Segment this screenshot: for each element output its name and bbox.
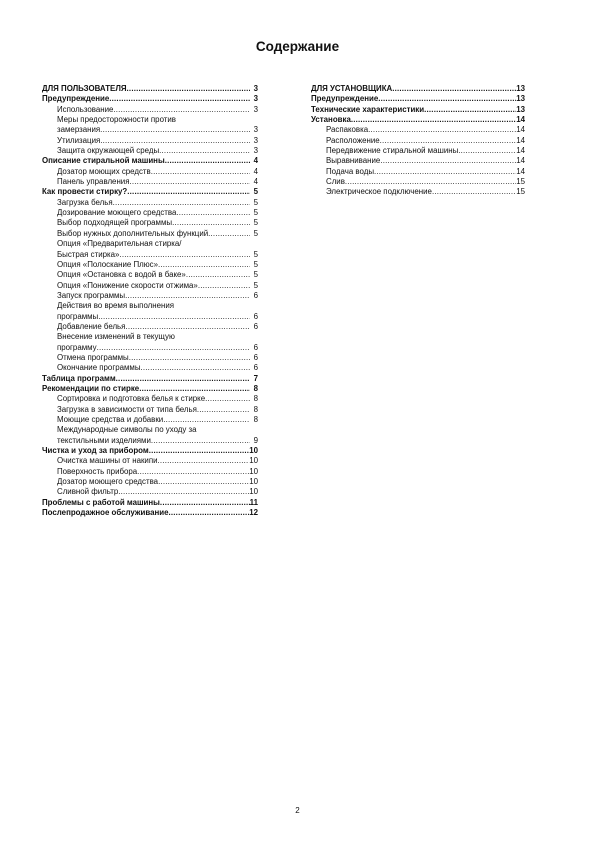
toc-entry-label: Моющие средства и добавки [57, 415, 164, 424]
toc-subsection-entry [42, 125, 258, 135]
toc-leader-dots [125, 291, 250, 301]
toc-leader-dots [351, 115, 516, 125]
toc-leader-dots [176, 208, 250, 218]
toc-section-entry [311, 84, 525, 94]
toc-section-entry [42, 84, 258, 94]
toc-subsection-entry [42, 394, 258, 404]
toc-subsection-entry [42, 436, 258, 446]
toc-entry-page: 5 [253, 228, 258, 238]
toc-leader-dots [165, 156, 250, 166]
toc-leader-dots [186, 270, 250, 280]
toc-entry-label: программу [57, 342, 97, 352]
toc-section-entry [42, 156, 258, 166]
toc-entry-page: 3 [253, 146, 258, 156]
toc-entry-label: Дозатор моющего средства [57, 477, 159, 487]
toc-subsection-entry [311, 125, 525, 135]
toc-subsection-entry [311, 187, 525, 197]
toc-entry-page: 10 [249, 487, 258, 497]
toc-entry-page: 13 [516, 84, 525, 93]
toc-subsection-entry [42, 260, 258, 270]
toc-section-entry [42, 94, 258, 104]
toc-entry-label: Описание стиральной машины [42, 156, 165, 166]
toc-leader-dots [100, 136, 250, 146]
toc-subsection-entry [42, 229, 258, 239]
toc-leader-dots [380, 156, 516, 166]
toc-subsection-entry [42, 467, 258, 477]
toc-entry-page: 5 [253, 218, 258, 228]
toc-entry-page: 6 [253, 321, 258, 331]
toc-entry-page: 10 [249, 446, 258, 456]
toc-leader-dots [98, 312, 250, 322]
toc-leader-dots [197, 405, 250, 415]
toc-entry-page: 15 [516, 187, 525, 197]
toc-leader-dots [158, 456, 250, 466]
toc-subsection-entry [42, 363, 258, 373]
toc-entry-page: 10 [249, 456, 258, 466]
toc-subsection-entry [42, 281, 258, 291]
toc-entry-label: Распаковка [326, 125, 369, 135]
toc-subsection-entry [311, 146, 525, 156]
toc-subsection-entry [311, 156, 525, 166]
toc-entry-label: программы [57, 311, 99, 321]
toc-entry-page: 7 [253, 373, 258, 383]
toc-leader-dots [137, 467, 249, 477]
toc-subsection-entry [42, 353, 258, 363]
toc-entry-label: Опция «Остановка с водой в баке» [57, 270, 186, 280]
toc-leader-dots [149, 446, 250, 456]
toc-leader-dots [198, 281, 250, 291]
toc-subsection-entry [42, 301, 258, 311]
toc-leader-dots [368, 125, 516, 135]
toc-subsection-entry [42, 343, 258, 353]
toc-subsection-entry [42, 208, 258, 218]
toc-section-entry [42, 384, 258, 394]
toc-leader-dots [100, 125, 250, 135]
toc-entry-page: 5 [253, 197, 258, 207]
toc-entry-label: Опция «Понижение скорости отжима» [57, 280, 198, 290]
toc-leader-dots [118, 487, 249, 497]
toc-subsection-entry [42, 177, 258, 187]
toc-entry-label: Выбор подходящей программы [57, 218, 173, 228]
toc-entry-label: Международные символы по уходу за [57, 425, 197, 435]
toc-entry-label: Технические характеристики [311, 104, 425, 114]
toc-subsection-entry [42, 198, 258, 208]
toc-entry-label: Выбор нужных дополнительных функций [57, 228, 209, 238]
toc-entry-page: 8 [253, 415, 258, 424]
toc-entry-label: Внесение изменений в текущую [57, 332, 175, 342]
toc-leader-dots [458, 146, 516, 156]
toc-subsection-entry [42, 415, 258, 425]
toc-entry-page: 10 [249, 477, 258, 487]
toc-entry-label: Очистка машины от накипи [57, 456, 158, 466]
toc-entry-page: 3 [253, 84, 258, 93]
toc-entry-label: Выравнивание [326, 156, 381, 166]
toc-entry-page: 6 [253, 352, 258, 362]
toc-subsection-entry [311, 136, 525, 146]
toc-entry-page: 14 [516, 125, 525, 135]
toc-entry-label: Слив [326, 177, 345, 187]
toc-entry-page: 14 [516, 166, 525, 176]
toc-leader-dots [172, 218, 250, 228]
toc-section-entry [42, 187, 258, 197]
toc-section-entry [311, 105, 525, 115]
toc-leader-dots [208, 229, 250, 239]
toc-leader-dots [151, 436, 250, 446]
toc-entry-label: ДЛЯ УСТАНОВЩИКА [311, 84, 393, 93]
toc-entry-page: 5 [253, 208, 258, 218]
toc-subsection-entry [42, 115, 258, 125]
toc-entry-page: 4 [253, 156, 258, 166]
toc-entry-page: 6 [253, 363, 258, 373]
toc-subsection-entry [42, 105, 258, 115]
toc-entry-label: Запуск программы [57, 290, 126, 300]
toc-entry-label: Послепродажное обслуживание [42, 508, 169, 518]
toc-leader-dots [97, 343, 250, 353]
toc-entry-page: 4 [253, 177, 258, 187]
toc-column-left [42, 84, 258, 518]
toc-entry-label: Окончание программы [57, 363, 141, 373]
toc-entry-label: Проблемы с работой машины [42, 497, 160, 507]
toc-entry-page: 3 [253, 125, 258, 135]
toc-subsection-entry [42, 167, 258, 177]
toc-subsection-entry [42, 136, 258, 146]
toc-entry-page: 15 [516, 177, 525, 187]
toc-leader-dots [378, 94, 516, 104]
toc-entry-page: 6 [253, 290, 258, 300]
toc-subsection-entry [42, 322, 258, 332]
toc-entry-page: 9 [253, 435, 258, 445]
toc-entry-page: 3 [253, 135, 258, 145]
toc-entry-label: Сливной фильтр [57, 487, 119, 497]
toc-entry-page: 5 [253, 187, 258, 197]
toc-leader-dots [127, 84, 250, 94]
toc-entry-label: Быстрая стирка» [57, 249, 120, 259]
toc-entry-page: 5 [253, 249, 258, 259]
toc-subsection-entry [42, 477, 258, 487]
toc-subsection-entry [42, 239, 258, 249]
toc-entry-page: 6 [253, 342, 258, 352]
toc-leader-dots [424, 105, 516, 115]
toc-entry-page: 8 [253, 394, 258, 404]
toc-section-entry [311, 94, 525, 104]
toc-entry-page: 8 [253, 383, 258, 393]
toc-subsection-entry [42, 456, 258, 466]
toc-entry-label: Загрузка в зависимости от типа белья [57, 404, 197, 414]
toc-entry-label: Предупреждение [311, 94, 379, 104]
toc-subsection-entry [311, 167, 525, 177]
toc-leader-dots [113, 198, 250, 208]
toc-section-entry [42, 446, 258, 456]
toc-leader-dots [345, 177, 516, 187]
toc-entry-label: Защита окружающей среды [57, 146, 160, 156]
toc-entry-label: Как провести стирку? [42, 187, 128, 197]
toc-entry-label: Чистка и уход за прибором [42, 446, 149, 456]
toc-leader-dots [158, 260, 250, 270]
toc-entry-page: 5 [253, 259, 258, 269]
toc-section-entry [42, 508, 258, 518]
toc-entry-label: Меры предосторожности против [57, 115, 176, 125]
toc-entry-page: 14 [516, 115, 525, 125]
toc-section-entry [42, 374, 258, 384]
toc-subsection-entry [42, 425, 258, 435]
toc-leader-dots [125, 322, 250, 332]
toc-subsection-entry [42, 218, 258, 228]
toc-entry-page: 11 [249, 497, 258, 507]
toc-leader-dots [116, 374, 250, 384]
toc-entry-page: 14 [516, 156, 525, 166]
toc-entry-label: Сортировка и подготовка белья к стирке [57, 394, 206, 404]
toc-entry-label: Электрическое подключение [326, 187, 432, 197]
toc-entry-label: Панель управления [57, 177, 130, 187]
toc-entry-page: 4 [253, 166, 258, 176]
toc-leader-dots [119, 250, 250, 260]
toc-entry-page: 3 [253, 94, 258, 104]
toc-leader-dots [109, 94, 250, 104]
toc-subsection-entry [42, 291, 258, 301]
toc-entry-label: Утилизация [57, 135, 101, 145]
toc-leader-dots [127, 187, 250, 197]
toc-entry-page: 14 [516, 146, 525, 156]
toc-entry-page: 12 [249, 508, 258, 518]
toc-entry-label: Использование [57, 104, 114, 114]
toc-entry-label: Рекомендации по стирке [42, 383, 140, 393]
toc-entry-page: 8 [253, 404, 258, 414]
toc-entry-page: 5 [253, 270, 258, 280]
toc-entry-label: Таблица программ [42, 373, 116, 383]
toc-leader-dots [160, 498, 250, 508]
toc-entry-label: Добавление белья [57, 321, 126, 331]
toc-entry-label: Дозатор моющих средств [57, 166, 151, 176]
toc-entry-page: 13 [516, 94, 525, 104]
toc-leader-dots [205, 394, 250, 404]
toc-leader-dots [374, 167, 516, 177]
toc-subsection-entry [42, 405, 258, 415]
toc-entry-page: 10 [249, 466, 258, 476]
toc-entry-label: Дозирование моющего средства [57, 208, 177, 218]
page-title: Содержание [255, 39, 340, 54]
toc-entry-label: Расположение [326, 135, 380, 145]
toc-entry-page: 5 [253, 280, 258, 290]
toc-entry-label: ДЛЯ ПОЛЬЗОВАТЕЛЯ [42, 84, 127, 93]
page-number: 2 [295, 806, 300, 815]
toc-subsection-entry [311, 177, 525, 187]
toc-subsection-entry [42, 487, 258, 497]
toc-leader-dots [392, 84, 516, 94]
toc-subsection-entry [42, 332, 258, 342]
toc-entry-label: текстильными изделиями [57, 435, 151, 445]
toc-section-entry [311, 115, 525, 125]
toc-leader-dots [169, 508, 250, 518]
toc-entry-page: 14 [516, 135, 525, 145]
toc-leader-dots [158, 477, 249, 487]
toc-subsection-entry [42, 270, 258, 280]
toc-entry-label: Отмена программы [57, 352, 129, 362]
toc-entry-page: 13 [516, 104, 525, 114]
toc-subsection-entry [42, 146, 258, 156]
toc-entry-label: Поверхность прибора [57, 466, 138, 476]
toc-entry-label: Передвижение стиральной машины [326, 146, 459, 156]
toc-entry-page: 3 [253, 104, 258, 114]
toc-entry-page: 6 [253, 311, 258, 321]
toc-subsection-entry [42, 312, 258, 322]
toc-leader-dots [432, 187, 516, 197]
toc-section-entry [42, 498, 258, 508]
toc-entry-label: Опция «Предварительная стирка/ [57, 239, 182, 249]
toc-entry-label: Действия во время выполнения [57, 301, 175, 311]
toc-entry-label: Загрузка белья [57, 197, 113, 207]
toc-leader-dots [130, 177, 251, 187]
toc-entry-label: Опция «Полоскание Плюс» [57, 259, 158, 269]
toc-entry-label: замерзания [57, 125, 101, 135]
toc-leader-dots [129, 353, 250, 363]
toc-entry-label: Предупреждение [42, 94, 110, 104]
toc-leader-dots [159, 146, 250, 156]
toc-leader-dots [141, 363, 251, 373]
toc-leader-dots [151, 167, 250, 177]
toc-subsection-entry [42, 250, 258, 260]
toc-entry-label: Подача воды [326, 166, 374, 176]
toc-leader-dots [380, 136, 517, 146]
toc-entry-label: Установка [311, 115, 351, 125]
toc-leader-dots [113, 105, 250, 115]
toc-leader-dots [163, 415, 250, 425]
toc-leader-dots [139, 384, 250, 394]
toc-column-right [311, 84, 525, 198]
